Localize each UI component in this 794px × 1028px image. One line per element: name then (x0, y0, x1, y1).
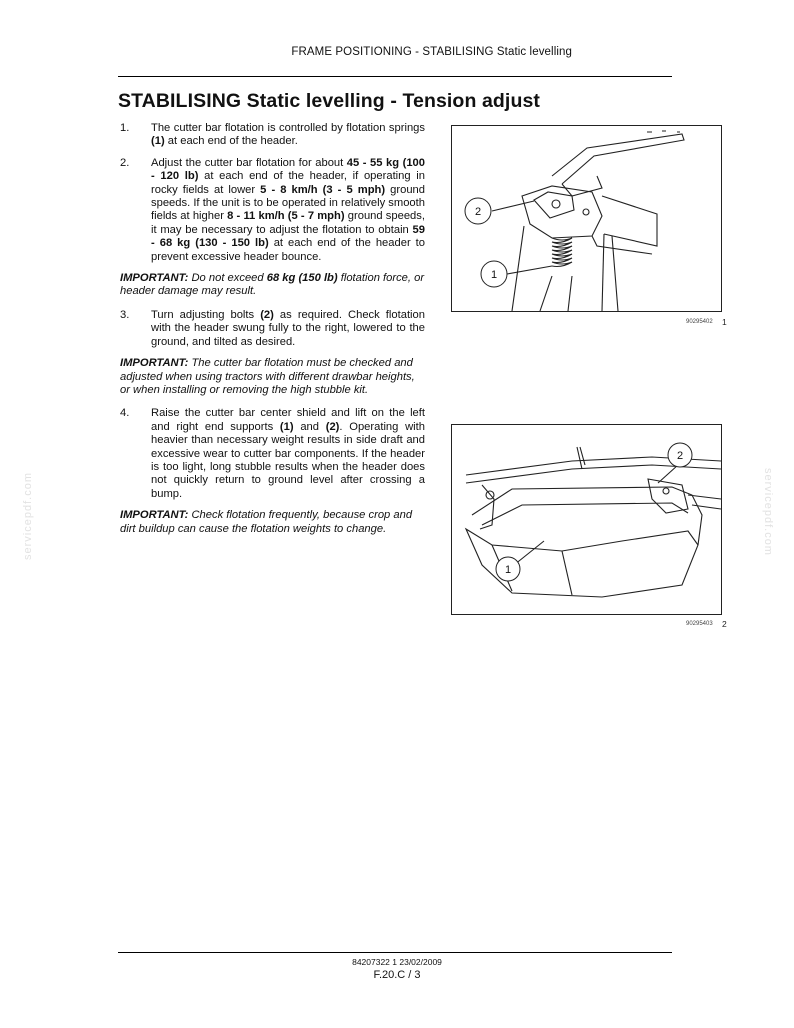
step-text (151, 407, 425, 501)
important-label: IMPORTANT: (120, 509, 189, 522)
text-run: and (293, 420, 326, 433)
step-4 (120, 407, 425, 501)
text-run: at each end of the header, if operating in rocky fields at lower (151, 170, 426, 196)
text-run: Do not exceed (188, 272, 267, 285)
text-run: as required. Check flotation with the header swung fully to the right, lowered to the ground, and tilted as desired. (151, 308, 425, 348)
document-reference: 84207322 1 23/02/2009 (352, 957, 442, 967)
text-run: . Operating with heavier than necessary weight results in side draft and excessive wear to cutter bar components. If the header is too light, long stubble results when the header does not quickly return to ground level after crossing a bump. (151, 420, 425, 500)
emphasis-value: (1) (279, 420, 294, 433)
running-header: FRAME POSITIONING - STABILISING Static levelling (291, 46, 572, 58)
step-number: 1. (120, 122, 130, 134)
step-text (151, 309, 425, 349)
footer-rule (118, 952, 672, 953)
header-rule (118, 76, 672, 77)
section-title: STABILISING Static levelling - Tension adjust (118, 90, 540, 112)
step-number: 3. (120, 308, 130, 321)
emphasis-value: (2) (325, 420, 340, 433)
callout-2: 2 (676, 450, 684, 462)
important-label: IMPORTANT: (120, 357, 189, 370)
emphasis-value: 59 - 68 kg (130 - 150 lb) (151, 223, 425, 250)
figure-2-number: 2 (722, 619, 727, 629)
important-note-3 (120, 509, 425, 536)
step-1 (120, 122, 425, 149)
figure-1-code: 90295402 (686, 319, 713, 325)
important-note-1 (120, 272, 425, 299)
emphasis-value: 68 kg (150 lb) (266, 272, 338, 285)
emphasis-value: (1) (151, 135, 165, 148)
figure-2-illustration (452, 425, 721, 614)
page-reference: F.20.C / 3 (373, 969, 421, 981)
step-text (151, 122, 425, 149)
callout-1: 1 (490, 269, 498, 281)
text-run: Check flotation frequently, because crop and dirt buildup can cause the flotation weights to change. (120, 509, 413, 535)
figure-2-cutter-bar (451, 424, 722, 615)
text-run: The cutter bar flotation is controlled by flotation springs (151, 122, 425, 134)
step-3 (120, 309, 425, 349)
figure-1-number: 1 (722, 317, 727, 327)
step-number: 4. (120, 407, 130, 420)
text-run: flotation force, or header damage may result. (120, 272, 425, 298)
text-run: Turn adjusting bolts (151, 308, 261, 321)
text-run: The cutter bar flotation must be checked and adjusted when using tractors with different drawbar heights, or when installing or removing the high stubble kit. (120, 357, 415, 396)
step-text (151, 157, 425, 264)
important-label: IMPORTANT: (120, 272, 189, 285)
callout-1: 1 (504, 564, 512, 576)
text-run: ground speeds, it may be necessary to adjust the flotation to obtain (151, 210, 425, 236)
text-run: Raise the cutter bar center shield and lift on the left and right end supports (151, 407, 425, 433)
emphasis-value: 5 - 8 km/h (3 - 5 mph) (260, 183, 386, 196)
emphasis-value: 8 - 11 km/h (5 - 7 mph) (227, 210, 345, 223)
figure-1-flotation-spring (451, 125, 722, 312)
figure-2-code: 90295403 (686, 621, 713, 627)
instruction-column (120, 122, 425, 546)
emphasis-value: 45 - 55 kg (100 - 120 lb) (151, 156, 425, 183)
watermark-left: servicepdf.com (22, 472, 34, 560)
callout-2: 2 (474, 206, 482, 218)
text-run: at each end of the header. (164, 135, 298, 148)
step-2 (120, 157, 425, 264)
emphasis-value: (2) (260, 308, 274, 321)
figure-1-illustration (452, 126, 721, 311)
text-run: at each end of the header to prevent excessive header bounce. (151, 237, 425, 263)
text-run: ground speeds. If the unit is to be operated in relatively smooth fields at higher (151, 183, 425, 223)
watermark-right: servicepdf.com (762, 468, 774, 556)
important-note-2 (120, 357, 425, 397)
text-run: Adjust the cutter bar flotation for about (151, 156, 347, 169)
step-number: 2. (120, 156, 130, 169)
